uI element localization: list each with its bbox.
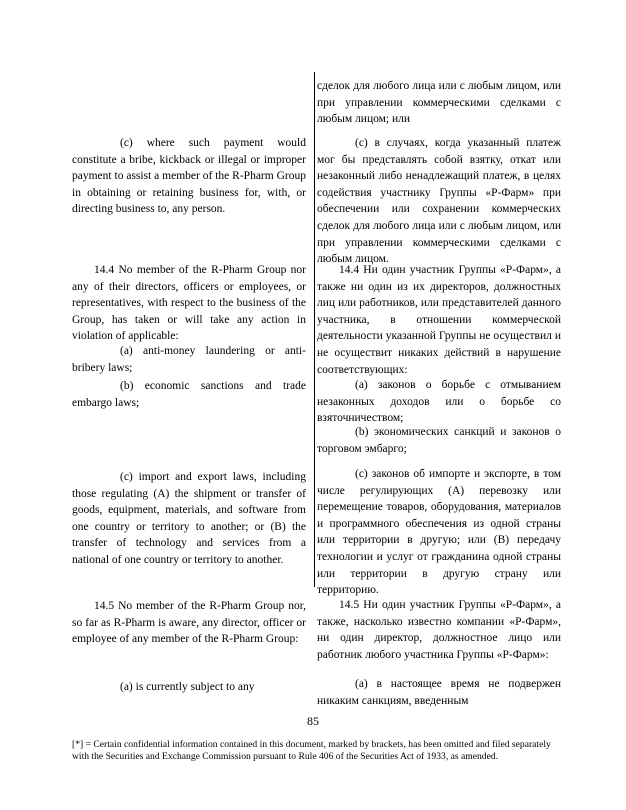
- ru-paragraph-14-5-a: (a) в настоящее время не подвержен никаким санкциям, введенным: [317, 678, 561, 707]
- en-paragraph-14-5: 14.5 No member of the R-Pharm Group nor, so far as R-Pharm is aware, any director, officer or employee of any member of the R-Pharm Group:: [72, 600, 306, 646]
- page-number: 85: [307, 714, 319, 728]
- ru-paragraph-c-payment: (c) в случаях, когда указанный платеж мог бы представлять собой взятку, откат или незаконный либо ненадлежащий платеж, в целях содействия участнику Группы «Р-Фарм» при обеспечении или сохранении коммерческих сделок для любого лица или с любым лицом, или при управлении коммерческими сделками с любым лицом.: [317, 137, 561, 266]
- ru-paragraph-14-4-c: (c) законов об импорте и экспорте, в том числе регулирующих (A) перевозку или перемещение товаров, оборудования, материалов и программного обеспечения из одной страны или территории в другую; или (B) передачу технологии и услуг от гражданина одной страны или территории в другую страну или территорию.: [317, 468, 561, 597]
- ru-paragraph-14-4-b: (b) экономических санкций и законов о торговом эмбарго;: [317, 426, 561, 455]
- column-divider: [314, 72, 315, 587]
- en-paragraph-14-4-b: (b) economic sanctions and trade embargo laws;: [72, 380, 306, 409]
- ru-paragraph-14-5: 14.5 Ни один участник Группы «Р-Фарм», а также, насколько известно компании «Р-Фарм», ни один директор, должностное лицо или работник любого участника Группы «Р-Фарм»:: [317, 599, 561, 661]
- en-paragraph-14-4: 14.4 No member of the R-Pharm Group nor any of their directors, officers or employees, or representatives, with respect to the business of the Group, has taken or will take any action in violation of applicable:: [72, 264, 306, 343]
- en-paragraph-14-4-c: (c) import and export laws, including those regulating (A) the shipment or transfer of goods, equipment, materials, and software from one country or territory to another; or (B) the transfer of technology and services from a national of one country or territory to another.: [72, 471, 306, 566]
- en-paragraph-14-5-a: (a) is currently subject to any: [120, 681, 255, 693]
- ru-paragraph-top-continuation: сделок для любого лица или с любым лицом, или при управлении коммерческими сделками с любым лицом; или: [317, 80, 561, 126]
- en-paragraph-14-4-a: (a) anti-money laundering or anti-bribery laws;: [72, 345, 306, 374]
- ru-paragraph-14-4: 14.4 Ни один участник Группы «Р-Фарм», а также ни один из их директоров, должностных лиц или работников, или представителей данного участника, в отношении коммерческой деятельности указанной Группы не осуществил и не осуществит никаких действий в нарушение соответствующих:: [317, 264, 561, 376]
- ru-paragraph-14-4-a: (a) законов о борьбе с отмыванием незаконных доходов или о борьбе со взяточничеством;: [317, 379, 561, 425]
- confidentiality-footnote: [*] = Certain confidential information contained in this document, marked by brackets, has been omitted and filed separately with the Securities and Exchange Commission pursuant to Rule 406 of the Securities Act of 1933, as amended.: [72, 739, 551, 763]
- en-paragraph-c-payment: (c) where such payment would constitute a bribe, kickback or illegal or improper payment to assist a member of the R-Pharm Group in obtaining or retaining business for, with, or directing business to, any person.: [72, 137, 306, 216]
